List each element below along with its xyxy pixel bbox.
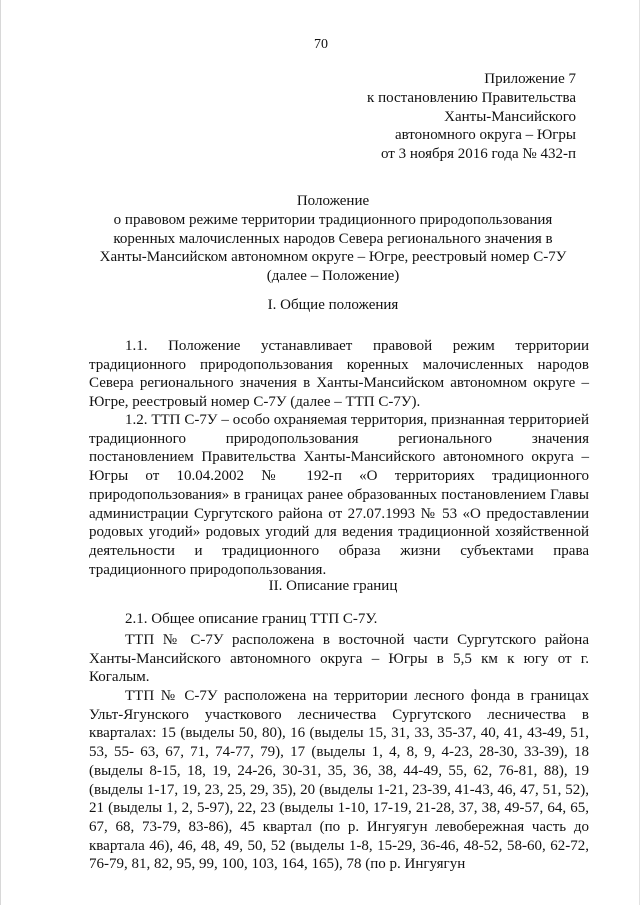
- section-heading-general: I. Общие положения: [267, 297, 399, 313]
- paragraph-1-2: 1.2. ТТП С-7У – особо охраняемая территория, признанная территорией традиционного природопользования регионального значения постановлением Правительства Ханты-Мансийского автономного округа – Югры от 10.04.2002 № 192-п «О территориях традиционного природопользования» в границах ранее образованных постановлением Главы администрации Сургутского района от 27.07.1993 № 53 «О предоставлении родовых угодий» родовых угодий для ведения традиционной хозяйственной деятельности и традиционного образа жизни субъектами права традиционного природопользования.: [89, 412, 589, 578]
- paragraph-2-3: ТТП № С-7У расположена на территории лесного фонда в границах Ульт-Ягунского участкового лесничества Сургутского лесничества в кварталах: 15 (выделы 50, 80), 16 (выделы 15, 31, 33, 35-37, 40, 41, 43-49, 51, 53, 55- 63, 67, 71, 74-77, 79), 17 (выделы 1, 4, 8, 9, 4-23, 28-30, 33-39), 18 (выделы 8-15, 18, 19, 24-26, 30-31, 35, 36, 38, 44-49, 55, 62, 76-81, 88), 19 (выделы 1-17, 19, 23, 25, 29, 35), 20 (выделы 1-21, 23-39, 41-43, 46, 47, 51, 52), 21 (выделы 1, 2, 5-97), 22, 23 (выделы 1-10, 17-19, 21-28, 37, 38, 49-57, 64, 65, 67, 68, 73-79, 83-86), 45 квартал (по р. Ингуягун левобережная часть до квартала 46), 46, 48, 49, 50, 52 (выделы 1-8, 15-29, 36-46, 48-52, 58-60, 62-72, 76-79, 81, 82, 95, 99, 100, 103, 164, 165), 78 (по р. Ингуягун: [89, 688, 589, 873]
- title-line: Положение: [296, 193, 370, 209]
- appendix-line: к постановлению Правительства: [367, 89, 576, 106]
- title-line: о правовом режиме территории традиционного природопользования: [113, 211, 553, 228]
- appendix-line: от 3 ноября 2016 года № 432-п: [381, 146, 576, 163]
- title-line: Ханты-Мансийском автономном округе – Югре, реестровый номер С-7У: [99, 249, 567, 266]
- document-title: [77, 192, 589, 286]
- appendix-line: Приложение 7: [484, 71, 576, 87]
- appendix-line: Ханты-Мансийского: [444, 108, 576, 125]
- appendix-reference: [367, 70, 576, 164]
- title-line: (далее – Положение): [266, 268, 400, 285]
- appendix-line: автономного округа – Югры: [394, 127, 576, 144]
- page-number: 70: [314, 37, 328, 52]
- paragraph-1-1: 1.1. Положение устанавливает правовой режим территории традиционного природопользования коренных малочисленных народов Севера регионального значения в Ханты-Мансийском автономном округе – Югре, реестровый номер С-7У (далее – ТТП С-7У).: [89, 338, 589, 411]
- paragraph-2-2: ТТП № С-7У расположена в восточной части Сургутского района Ханты-Мансийского автономного округа – Югры в 5,5 км к югу от г. Когалым.: [89, 632, 589, 686]
- title-line: коренных малочисленных народов Севера регионального значения в: [113, 230, 553, 247]
- section-heading-boundaries: II. Описание границ: [268, 578, 398, 594]
- paragraph-2-1: 2.1. Общее описание границ ТТП С-7У.: [125, 611, 378, 627]
